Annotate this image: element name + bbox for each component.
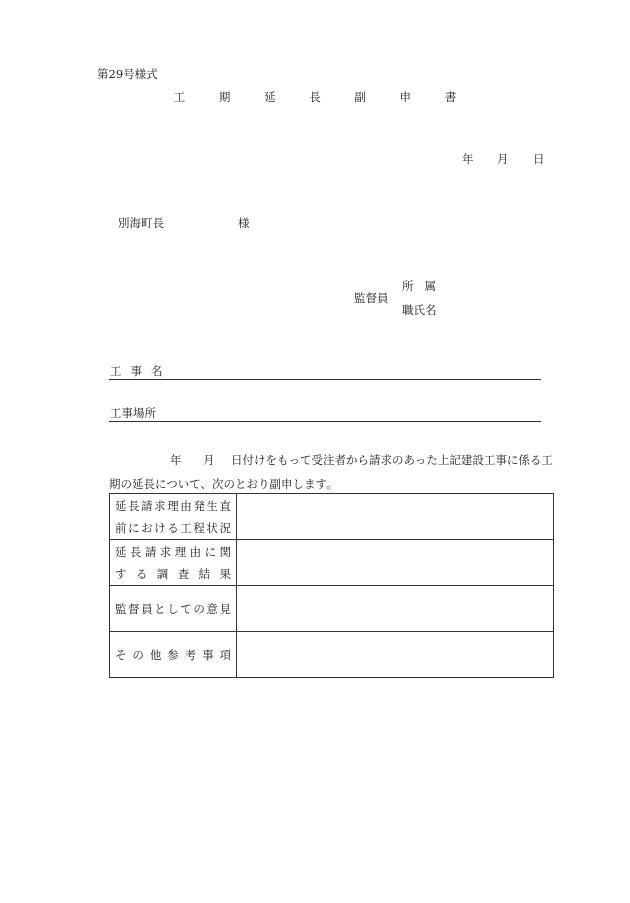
row-header-investigation [110, 540, 237, 586]
row-value-other[interactable] [237, 632, 554, 678]
body-text-line1: 日付けをもって受注者から請求のあった上記建設工事に係る工 [231, 453, 553, 467]
body-year-label: 年 [170, 453, 182, 467]
row-header-line: 前における工程状況 [115, 520, 231, 535]
date-line [462, 151, 545, 167]
row-header-line: 延長請求理由発生直 [115, 498, 231, 513]
table-row [110, 632, 554, 678]
work-name-label: 工事名 [110, 364, 172, 378]
row-header-line: 延長請求理由に関 [115, 544, 231, 559]
row-header-progress [110, 494, 237, 540]
document-title-text: 工 期 延 長 副 申 書 [173, 90, 472, 104]
table-row [110, 540, 554, 586]
row-header-line: その他参考事項 [115, 647, 231, 662]
supervisor-label: 監督員 [354, 291, 389, 305]
details-table [109, 493, 554, 678]
row-header-line: する調査結果 [115, 566, 231, 581]
affiliation-label: 所属 [402, 279, 447, 293]
work-location-field[interactable] [109, 404, 541, 422]
work-name-field[interactable] [109, 362, 541, 380]
addressee-name: 別海町長 [118, 216, 164, 230]
title-name-label: 職氏名 [402, 303, 437, 317]
row-header-line: 監督員としての意見 [115, 601, 231, 616]
body-text [109, 448, 569, 496]
body-month-label: 月 [203, 453, 215, 467]
form-number: 第29号様式 [97, 67, 158, 81]
row-value-investigation[interactable] [237, 540, 554, 586]
addressee-honorific: 様 [238, 216, 250, 230]
body-text-line2: 期の延長について、次のとおり副申します。 [109, 477, 338, 491]
date-month-label: 月 [497, 152, 509, 166]
date-year-label: 年 [462, 152, 474, 166]
row-value-opinion[interactable] [237, 586, 554, 632]
row-header-other [110, 632, 237, 678]
work-location-label: 工事場所 [110, 406, 156, 420]
row-value-progress[interactable] [237, 494, 554, 540]
date-day-label: 日 [533, 152, 545, 166]
table-row [110, 586, 554, 632]
table-row [110, 494, 554, 540]
row-header-opinion [110, 586, 237, 632]
document-title [0, 89, 630, 105]
